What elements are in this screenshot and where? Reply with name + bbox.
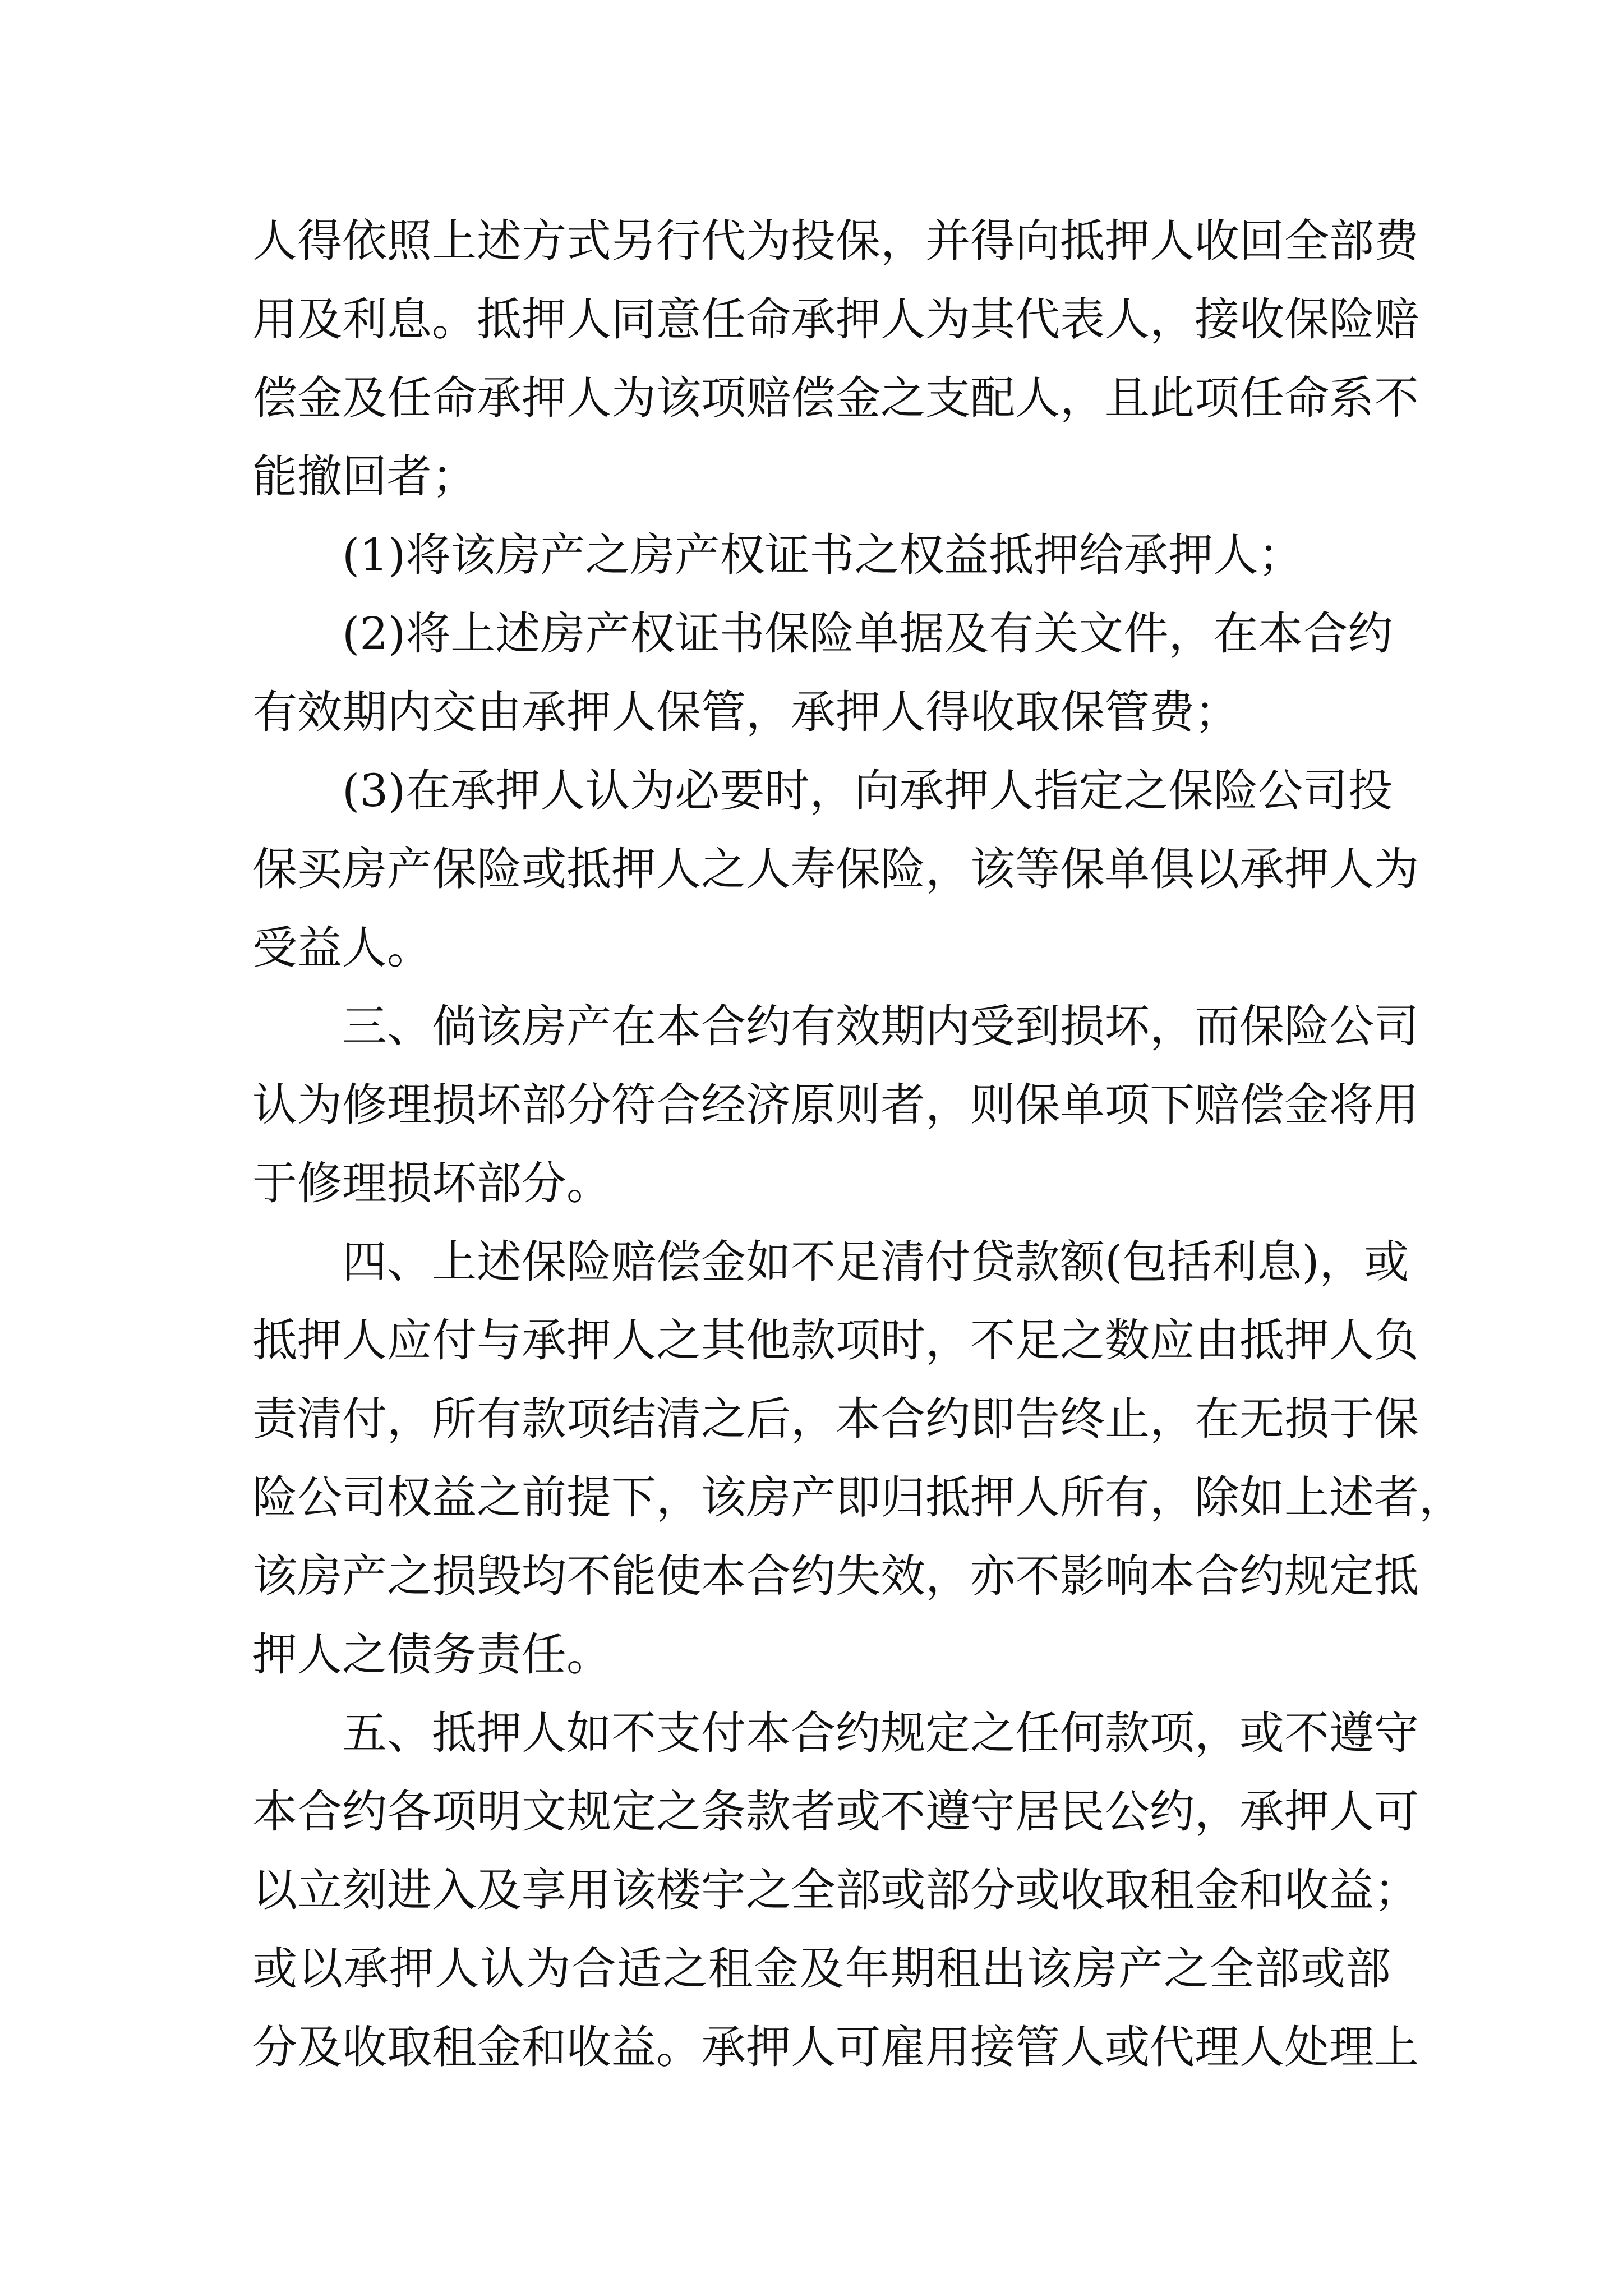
text-line: 分及收取租金和收益。承押人可雇用接管人或代理人处理上	[252, 2021, 1419, 2073]
paragraph-clause-4	[252, 1223, 1464, 1694]
text-line: 受益人。	[252, 922, 432, 974]
text-line: (3)在承押人认为必要时，向承押人指定之保险公司投	[342, 765, 1393, 817]
paragraph-clause-5	[252, 1694, 1419, 2087]
text-line: 该房产之损毁均不能使本合约失效，亦不影响本合约规定抵	[252, 1550, 1419, 1602]
text-line: 有效期内交由承押人保管，承押人得收取保管费；	[252, 686, 1239, 738]
text-line: 认为修理损坏部分符合经济原则者，则保单项下赔偿金将用	[252, 1079, 1419, 1131]
text-line: (1)将该房产之房产权证书之权益抵押给承押人；	[342, 529, 1303, 581]
paragraph-continuation	[252, 202, 1419, 516]
text-line: (2)将上述房产权证书保险单据及有关文件，在本合约	[342, 608, 1393, 660]
document-page	[252, 202, 1464, 2087]
text-line: 偿金及任命承押人为该项赔偿金之支配人，且此项任命系不	[252, 372, 1419, 424]
text-line: 三、倘该房产在本合约有效期内受到损坏，而保险公司	[342, 1000, 1419, 1052]
text-line: 险公司权益之前提下，该房产即归抵押人所有，除如上述者，	[252, 1471, 1464, 1524]
text-line: 四、上述保险赔偿金如不足清付贷款额(包括利息)，或	[342, 1236, 1409, 1288]
text-line: 押人之债务责任。	[252, 1628, 611, 1681]
text-line: 抵押人应付与承押人之其他款项时，不足之数应由抵押人负	[252, 1314, 1419, 1366]
paragraph-item-2	[252, 595, 1391, 752]
text-line: 于修理损坏部分。	[252, 1157, 611, 1209]
text-line: 五、抵押人如不支付本合约规定之任何款项，或不遵守	[342, 1707, 1419, 1759]
paragraph-item-1	[252, 516, 1391, 595]
text-line: 用及利息。抵押人同意任命承押人为其代表人，接收保险赔	[252, 293, 1419, 346]
text-line: 以立刻进入及享用该楼宇之全部或部分或收取租金和收益；	[252, 1864, 1419, 1916]
text-line: 责清付，所有款项结清之后，本合约即告终止，在无损于保	[252, 1393, 1419, 1445]
text-line: 人得依照上述方式另行代为投保，并得向抵押人收回全部费	[252, 215, 1419, 267]
text-line: 能撤回者；	[252, 450, 477, 503]
paragraph-clause-3	[252, 987, 1419, 1223]
paragraph-item-3	[252, 752, 1419, 987]
text-line: 或以承押人认为合适之租金及年期租出该房产之全部或部	[252, 1943, 1391, 1995]
text-line: 保买房产保险或抵押人之人寿保险，该等保单俱以承押人为	[252, 843, 1419, 895]
text-line: 本合约各项明文规定之条款者或不遵守居民公约，承押人可	[252, 1786, 1419, 1838]
